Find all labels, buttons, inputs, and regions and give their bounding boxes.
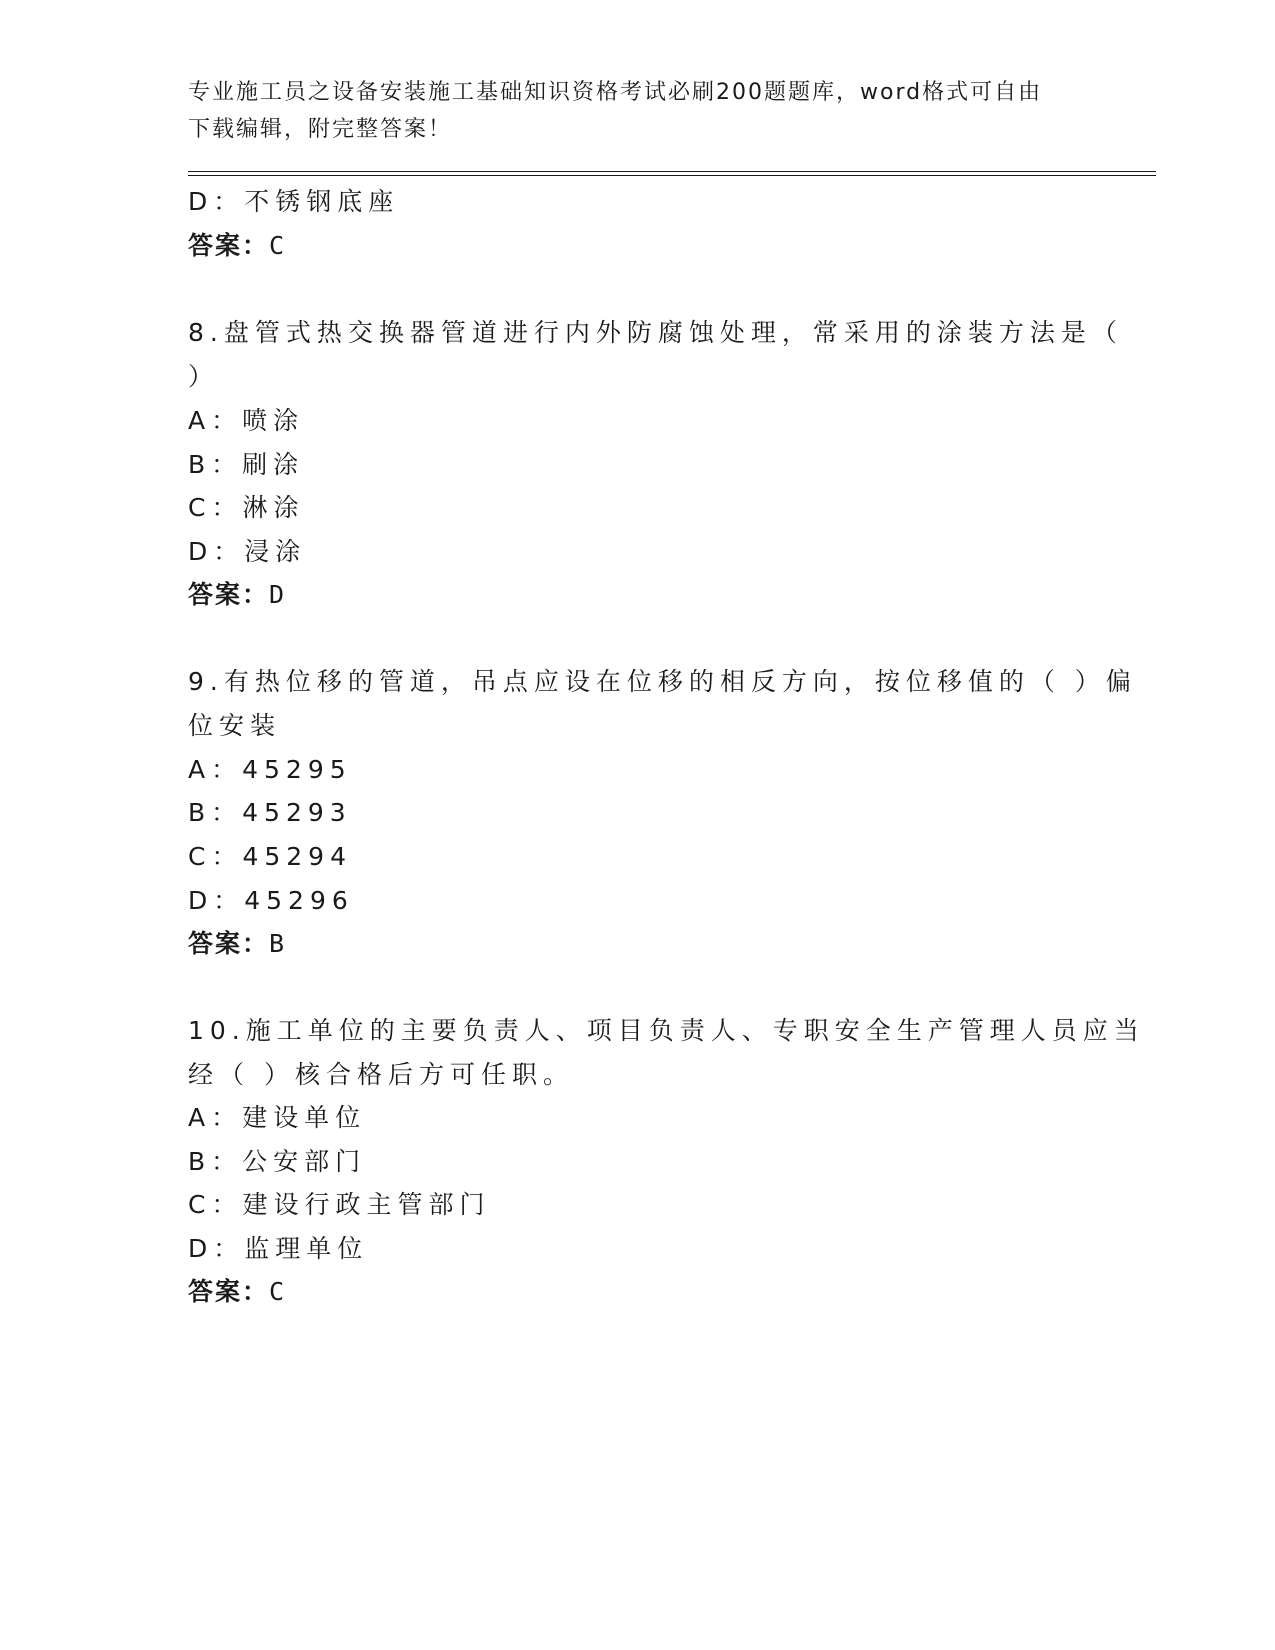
q10-stem-line-2: 经（ ）核合格后方可任职。 bbox=[188, 1060, 574, 1089]
q10-option-d: D：监理单位 bbox=[188, 1234, 369, 1263]
q8-option-c: C：淋涂 bbox=[188, 493, 305, 522]
q8-option-a: A：喷涂 bbox=[188, 406, 305, 435]
answer-value: D bbox=[269, 580, 287, 609]
answer-label: 答案： bbox=[188, 929, 270, 958]
q8-answer bbox=[188, 580, 286, 610]
q10-option-a: A：建设单位 bbox=[188, 1103, 367, 1132]
q8-stem-line-1: 8.盘管式热交换器管道进行内外防腐蚀处理，常采用的涂装方法是（ bbox=[188, 318, 1123, 347]
answer-value: B bbox=[269, 929, 287, 958]
q9-stem-line-2: 位安装 bbox=[188, 711, 282, 740]
header-line-2: 下载编辑，附完整答案！ bbox=[188, 117, 453, 142]
document-header bbox=[188, 74, 1088, 148]
q10-option-b: B：公安部门 bbox=[188, 1147, 367, 1176]
prev-answer bbox=[188, 231, 286, 261]
q9-option-c: C：45294 bbox=[188, 842, 352, 871]
q8-option-b: B：刷涂 bbox=[188, 450, 305, 479]
header-divider-bottom bbox=[188, 175, 1156, 176]
answer-value: C bbox=[269, 231, 287, 260]
q10-answer bbox=[188, 1277, 286, 1307]
q9-option-b: B：45293 bbox=[188, 798, 352, 827]
q10-option-c: C：建设行政主管部门 bbox=[188, 1190, 491, 1219]
answer-label: 答案： bbox=[188, 580, 270, 609]
answer-label: 答案： bbox=[188, 231, 270, 260]
answer-label: 答案： bbox=[188, 1277, 270, 1306]
q9-option-d: D：45296 bbox=[188, 886, 354, 915]
header-divider-top bbox=[188, 171, 1156, 172]
q9-stem-line-1: 9.有热位移的管道，吊点应设在位移的相反方向，按位移值的（ ）偏 bbox=[188, 667, 1137, 696]
q8-option-d: D：浸涂 bbox=[188, 537, 307, 566]
header-line-1: 专业施工员之设备安装施工基础知识资格考试必刷200题题库，word格式可自由 bbox=[188, 80, 1043, 105]
q8-stem-line-2: ） bbox=[188, 362, 220, 391]
q9-answer bbox=[188, 929, 286, 959]
answer-value: C bbox=[269, 1277, 287, 1306]
q9-option-a: A：45295 bbox=[188, 755, 352, 784]
prev-option-d: D：不锈钢底座 bbox=[188, 187, 400, 216]
q10-stem-line-1: 10.施工单位的主要负责人、项目负责人、专职安全生产管理人员应当 bbox=[188, 1016, 1145, 1045]
